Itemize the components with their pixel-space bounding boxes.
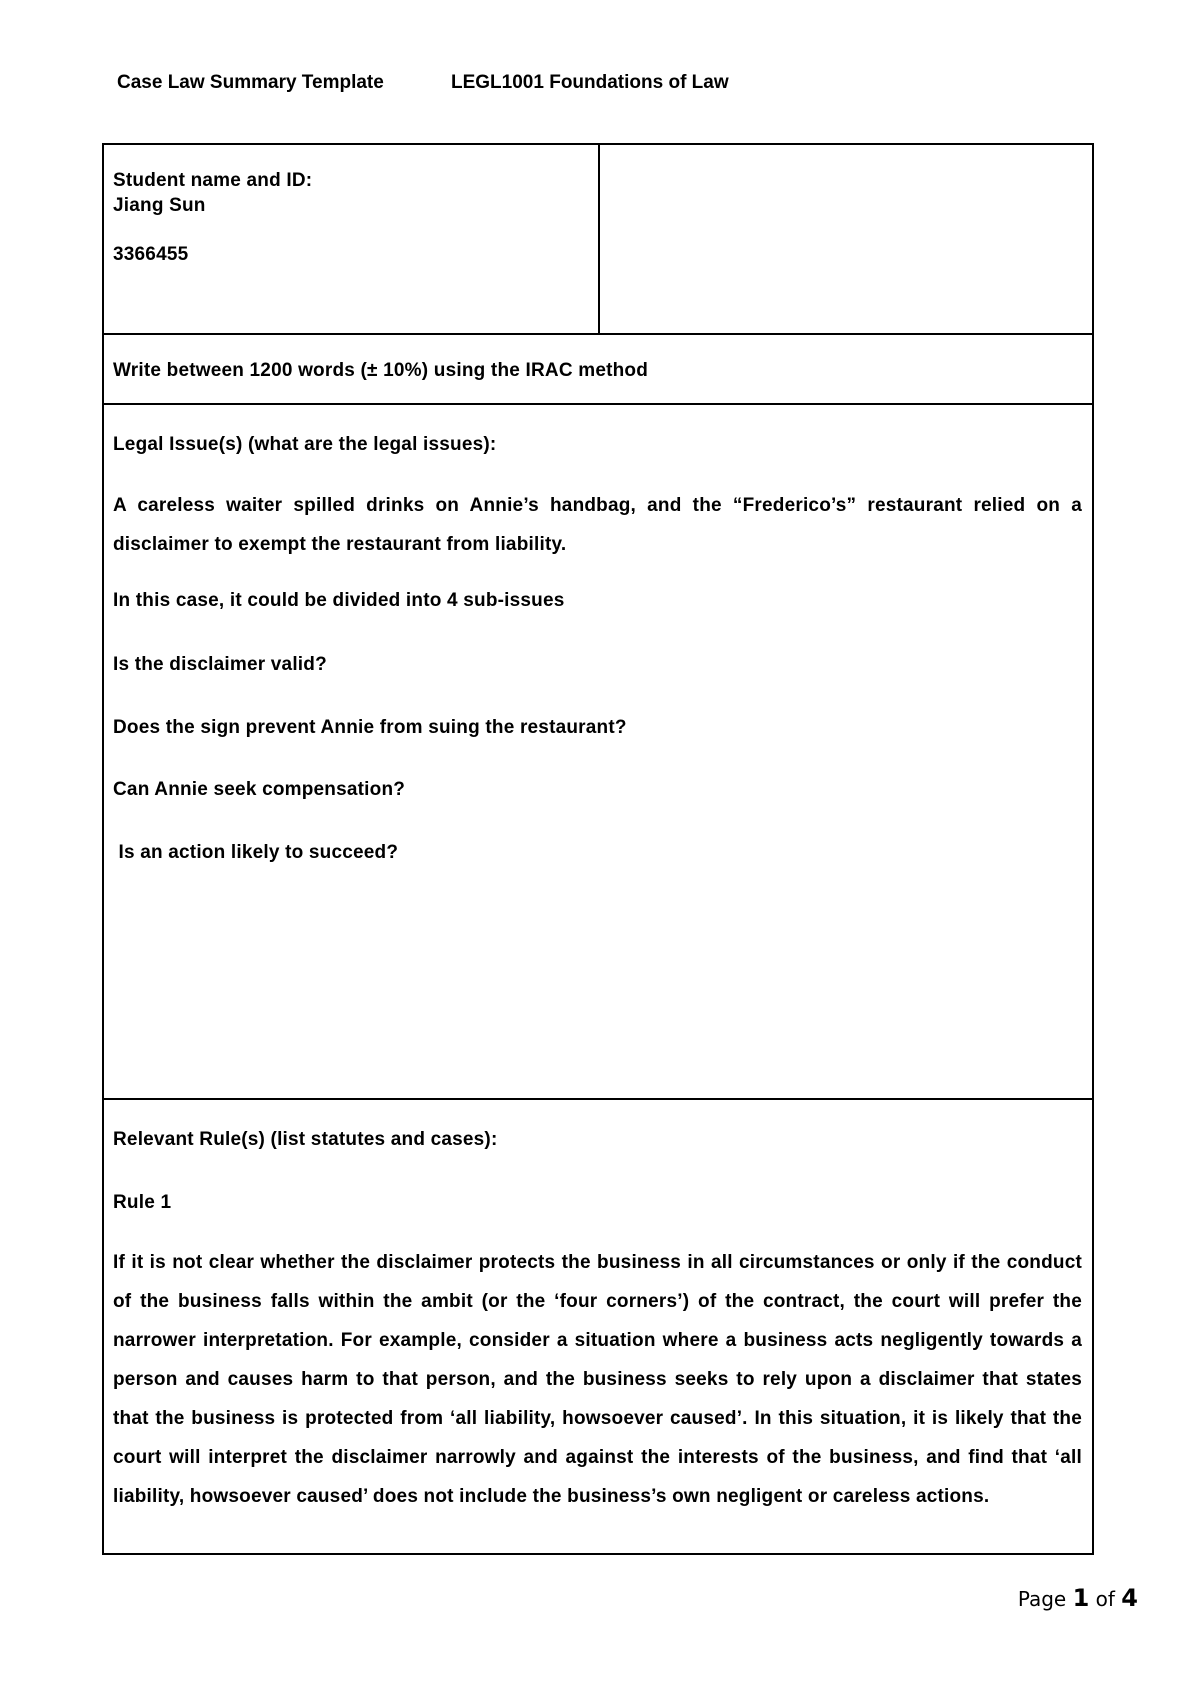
page-header bbox=[117, 72, 729, 94]
rule-title: Rule 1 bbox=[113, 1192, 172, 1213]
page-total: 4 bbox=[1121, 1584, 1138, 1612]
legal-issues-section bbox=[104, 405, 1092, 1100]
template-title: Case Law Summary Template bbox=[117, 72, 384, 93]
student-label: Student name and ID: bbox=[113, 170, 313, 191]
page-current: 1 bbox=[1072, 1584, 1090, 1612]
issues-intro: A careless waiter spilled drinks on Annie’s handbag, and the “Frederico’s” restaurant relied on a disclaimer to exempt the restaurant from liability. bbox=[113, 495, 1082, 555]
page-number bbox=[1018, 1584, 1138, 1612]
subissues-intro: In this case, it could be divided into 4 sub-issues bbox=[113, 590, 565, 611]
rule-text: If it is not clear whether the disclaimer protects the business in all circumstances or only if the conduct of the business falls within the ambit (or the ‘four corners’) of the contract, the court will prefer the narrower interpretation. For example, consider a situation where a business acts negligently towards a person and causes harm to that person, and the business seeks to rely upon a disclaimer that states that the business is protected from ‘all liability, howsoever caused’. In this situation, it is likely that the court will interpret the disclaimer narrowly and against the interests of the business, and find that ‘all liability, howsoever caused’ does not include the business’s own negligent or careless actions. bbox=[113, 1252, 1082, 1507]
rules-heading: Relevant Rule(s) (list statutes and cases): bbox=[113, 1129, 498, 1150]
student-name: Jiang Sun bbox=[113, 195, 206, 216]
case-summary-table bbox=[102, 143, 1094, 1555]
of-word: of bbox=[1095, 1587, 1115, 1611]
student-cell bbox=[104, 145, 600, 333]
student-id: 3366455 bbox=[113, 244, 189, 265]
relevant-rules-section bbox=[104, 1100, 1092, 1553]
instruction-row bbox=[104, 335, 1092, 405]
question-item: Can Annie seek compensation? bbox=[113, 779, 406, 800]
question-item: Is the disclaimer valid? bbox=[113, 654, 327, 675]
issues-heading: Legal Issue(s) (what are the legal issues): bbox=[113, 434, 497, 455]
question-item: Is an action likely to succeed? bbox=[113, 842, 399, 863]
student-row bbox=[104, 145, 1092, 335]
course-title: LEGL1001 Foundations of Law bbox=[451, 72, 729, 93]
page-word: Page bbox=[1017, 1587, 1067, 1611]
empty-cell bbox=[600, 145, 1092, 333]
question-item: Does the sign prevent Annie from suing the restaurant? bbox=[113, 717, 627, 738]
instruction-text: Write between 1200 words (± 10%) using the IRAC method bbox=[113, 360, 649, 381]
